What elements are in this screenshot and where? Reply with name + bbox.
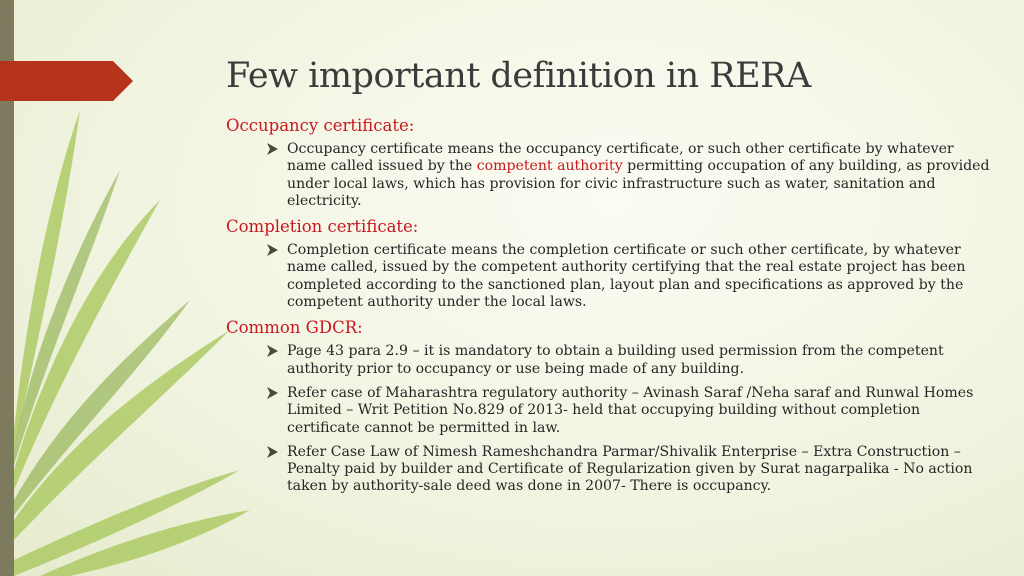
slide-content — [226, 116, 996, 503]
section-heading-completion: Completion certificate: — [226, 217, 419, 237]
bullet-text: Refer case of Maharashtra regulatory authority – Avinash Saraf /Neha saraf and Runwal Homes Limited – Writ Petition No.829 of 2013- held that occupying building without completion certificate cannot be permitted in law. — [287, 384, 974, 436]
bullet-text: permitting occupation of any building, as provided under local laws, which has provision for civic infrastructure such as water, sanitation and electricity. — [287, 158, 990, 209]
section-heading-occupancy: Occupancy certificate: — [226, 116, 415, 135]
title-arrow-banner — [0, 61, 133, 101]
arrowhead-bullet-icon — [266, 142, 279, 156]
gdcr-bullet-list — [226, 343, 996, 495]
bullet-text: Completion certificate means the completion certificate or such other certificate, by whatever name called, issued by the competent authority certifying that the real estate project has been completed according to the sanctioned plan, layout plan and specifications as approved by the competent authority under the local laws. — [287, 242, 966, 311]
list-item — [226, 343, 996, 378]
completion-bullet-list — [226, 242, 996, 311]
section-heading-gdcr: Common GDCR: — [226, 318, 363, 338]
bullet-text: Page 43 para 2.9 – it is mandatory to obtain a building used permission from the competent authority prior to occupancy or use being made of any building. — [287, 343, 944, 377]
bullet-text: Refer Case Law of Nimesh Rameshchandra Parmar/Shivalik Enterprise – Extra Construction – Penalty paid by builder and Certificate of Regularization given by Surat nagarpalika - No action taken by authority-sale deed was done in 2007- There is occupancy. — [287, 443, 973, 495]
list-item — [226, 141, 996, 210]
occupancy-bullet-list — [226, 141, 996, 210]
arrowhead-bullet-icon — [266, 243, 279, 257]
arrowhead-bullet-icon — [266, 344, 279, 358]
list-item — [226, 444, 996, 496]
bullet-text: Occupancy certificate means the occupancy certificate, or such other certificate by whatever name called issued by the — [287, 141, 954, 175]
list-item — [226, 385, 996, 437]
arrowhead-bullet-icon — [266, 386, 279, 400]
list-item — [226, 242, 996, 311]
highlighted-term: competent authority — [476, 158, 623, 175]
arrowhead-bullet-icon — [266, 445, 279, 459]
slide-title: Few important definition in RERA — [226, 56, 811, 96]
